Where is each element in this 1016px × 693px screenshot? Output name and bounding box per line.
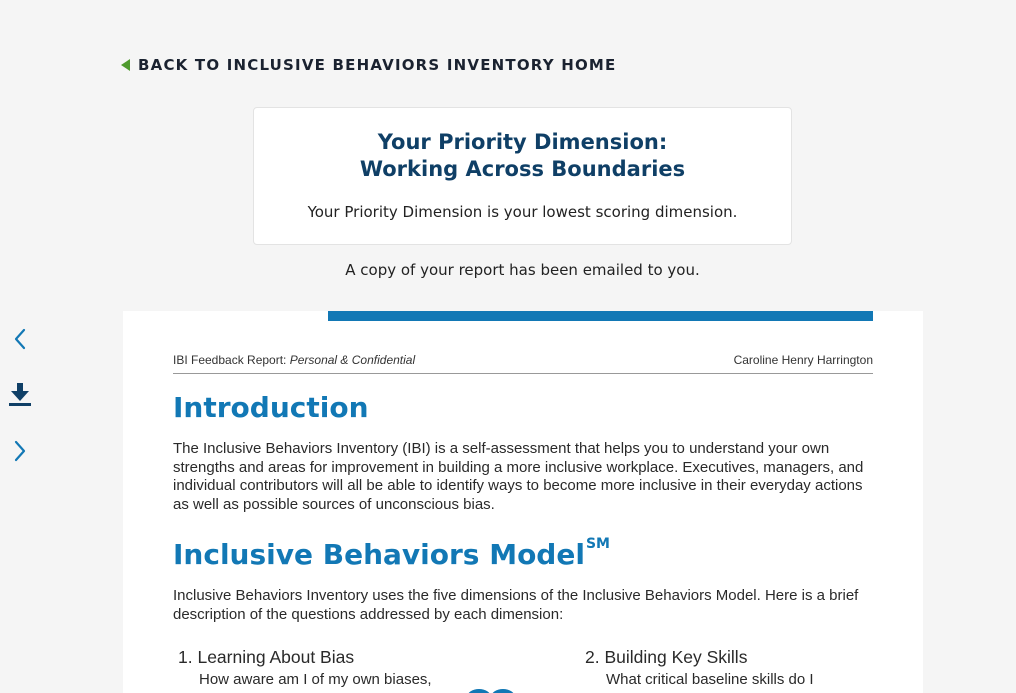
download-report-button[interactable] xyxy=(8,381,32,407)
back-arrow-icon xyxy=(121,59,130,71)
model-paragraph: Inclusive Behaviors Inventory uses the five dimensions of the Inclusive Behaviors Model. Here is a brief description of the questions addressed by each dimension: xyxy=(173,587,859,623)
priority-title-line1: Your Priority Dimension: xyxy=(377,130,668,154)
report-header-left xyxy=(173,353,415,367)
intro-paragraph: The Inclusive Behaviors Inventory (IBI) is a self-assessment that helps you to understand your own strengths and areas for improvement in building a more inclusive workplace. Executives, managers, and individual contributors will all be able to identify ways to become more inclusive in their everyday actions as well as possible sources of unconscious bias. xyxy=(173,440,864,513)
dimension-title: 2. Building Key Skills xyxy=(585,647,748,667)
report-header-italic: Personal & Confidential xyxy=(289,353,416,367)
chevron-left-icon xyxy=(13,328,27,350)
chevron-right-icon xyxy=(13,440,27,462)
previous-page-button[interactable] xyxy=(8,326,32,352)
dimension-item xyxy=(585,647,866,689)
intro-title: Introduction xyxy=(173,391,369,424)
priority-description: Your Priority Dimension is your lowest scoring dimension. xyxy=(307,203,738,221)
email-note: A copy of your report has been emailed to you. xyxy=(345,261,700,279)
model-title xyxy=(173,538,610,571)
report-header-prefix: IBI Feedback Report: xyxy=(173,353,290,367)
priority-title-line2: Working Across Boundaries xyxy=(359,157,686,181)
dimension-item xyxy=(178,647,459,689)
back-link-label: BACK TO INCLUSIVE BEHAVIORS INVENTORY HOME xyxy=(138,56,617,74)
dimension-graphic-icon xyxy=(461,683,521,693)
priority-title xyxy=(254,129,791,183)
back-to-home-link[interactable] xyxy=(121,56,616,74)
next-page-button[interactable] xyxy=(8,438,32,464)
report-accent-bar xyxy=(328,311,873,321)
dimension-description: How aware am I of my own biases, xyxy=(199,671,432,688)
dimension-description: What critical baseline skills do I xyxy=(606,671,814,688)
model-title-text: Inclusive Behaviors Model xyxy=(173,538,585,571)
report-header xyxy=(173,353,873,374)
report-header-right: Caroline Henry Harrington xyxy=(733,353,873,367)
priority-dimension-card xyxy=(253,107,792,245)
report-preview xyxy=(123,311,923,693)
model-title-sup: SM xyxy=(585,536,610,552)
dimension-title: 1. Learning About Bias xyxy=(178,647,355,667)
download-icon xyxy=(8,381,32,407)
